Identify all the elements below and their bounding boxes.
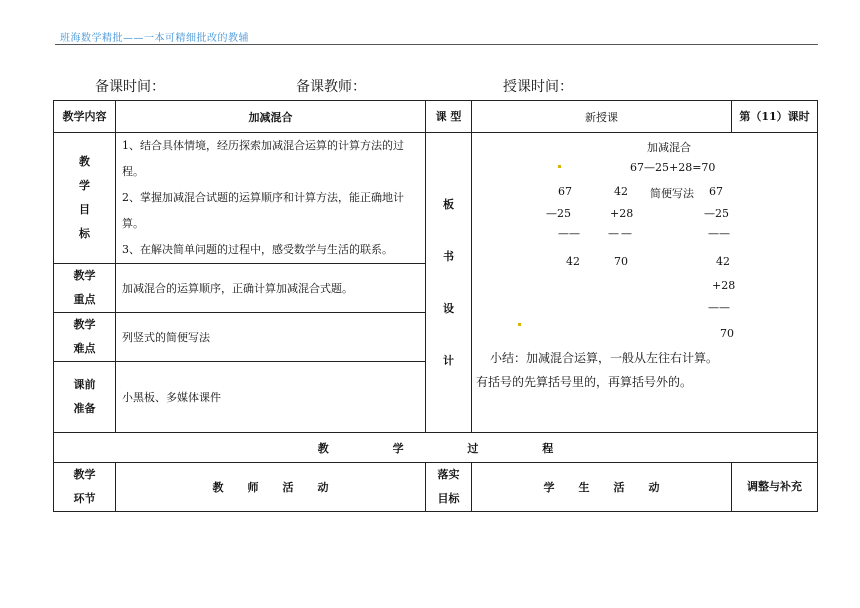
board-c1-line: —25: [546, 207, 571, 220]
board-c3-line: —25: [704, 207, 729, 220]
board-c2-line: 70: [614, 255, 628, 268]
adjust-heading: 调整与补充: [732, 463, 818, 512]
board-c2-line: —: [621, 227, 632, 240]
process-heading: 教 学 过 程: [54, 433, 818, 463]
step-label: 教学 环节: [54, 463, 116, 512]
simple-form-label: 简便写法: [650, 187, 694, 200]
goals-list: [116, 133, 426, 264]
goal-check-label: 落实 目标: [426, 463, 472, 512]
lesson-title: 加减混合: [116, 101, 426, 133]
teacher-activity-heading: 教 师 活 动: [116, 463, 426, 512]
type-label: 课 型: [426, 101, 472, 133]
goals-label: 教 学 目 标: [54, 133, 116, 264]
board-summary: 有括号的先算括号里的，再算括号外的。: [476, 375, 693, 389]
board-equation: 67—25+28=70: [630, 161, 716, 174]
brand-header: 班海数学精批——一本可精细批改的教辅: [60, 33, 249, 44]
board-c3-line: 70: [720, 327, 734, 340]
class-time-label: 授课时间：: [503, 79, 573, 95]
prep-value: 小黑板、多媒体课件: [116, 362, 426, 433]
highlight-mark: [518, 323, 521, 326]
prep-label: 课前 准备: [54, 362, 116, 433]
highlight-mark: [558, 165, 561, 168]
board-c1-line: 42: [566, 255, 580, 268]
board-c3-line: 42: [716, 255, 730, 268]
header-divider: [55, 44, 818, 45]
goal-item: 1、结合具体情境，经历探索加减混合运算的计算方法的过程。: [122, 139, 404, 178]
lesson-plan-table: [53, 100, 818, 512]
difficulty-value: 列竖式的简便写法: [116, 313, 426, 362]
type-value: 新授课: [472, 101, 732, 133]
prep-time-label: 备课时间：: [95, 79, 165, 95]
board-c3-line: 67: [709, 185, 723, 198]
board-summary: 小结：加减混合运算，一般从左往右计算。: [490, 351, 719, 365]
content-label: 教学内容: [54, 101, 116, 133]
period-label: 第（11）课时: [732, 101, 818, 133]
board-c1-line: 67: [558, 185, 572, 198]
goal-item: 3、在解决简单问题的过程中，感受数学与生活的联系。: [122, 243, 393, 256]
student-activity-heading: 学 生 活 动: [472, 463, 732, 512]
board-title: 加减混合: [647, 141, 691, 154]
board-c1-line: ——: [558, 227, 580, 240]
board-c3-line: +28: [712, 279, 736, 292]
board-label: 板 书 设 计: [426, 133, 472, 433]
board-design: [472, 133, 818, 433]
board-c3-line: ——: [708, 227, 730, 240]
board-c2-line: 42: [614, 185, 628, 198]
board-c3-line: ——: [708, 301, 730, 314]
key-value: 加减混合的运算顺序，正确计算加减混合式题。: [116, 264, 426, 313]
prep-teacher-label: 备课教师：: [296, 79, 366, 95]
goal-item: 2、掌握加减混合试题的运算顺序和计算方法，能正确地计算。: [122, 191, 404, 230]
difficulty-label: 教学 难点: [54, 313, 116, 362]
board-c2-line: +28: [610, 207, 634, 220]
board-c2-line: —: [608, 227, 619, 240]
key-label: 教学 重点: [54, 264, 116, 313]
